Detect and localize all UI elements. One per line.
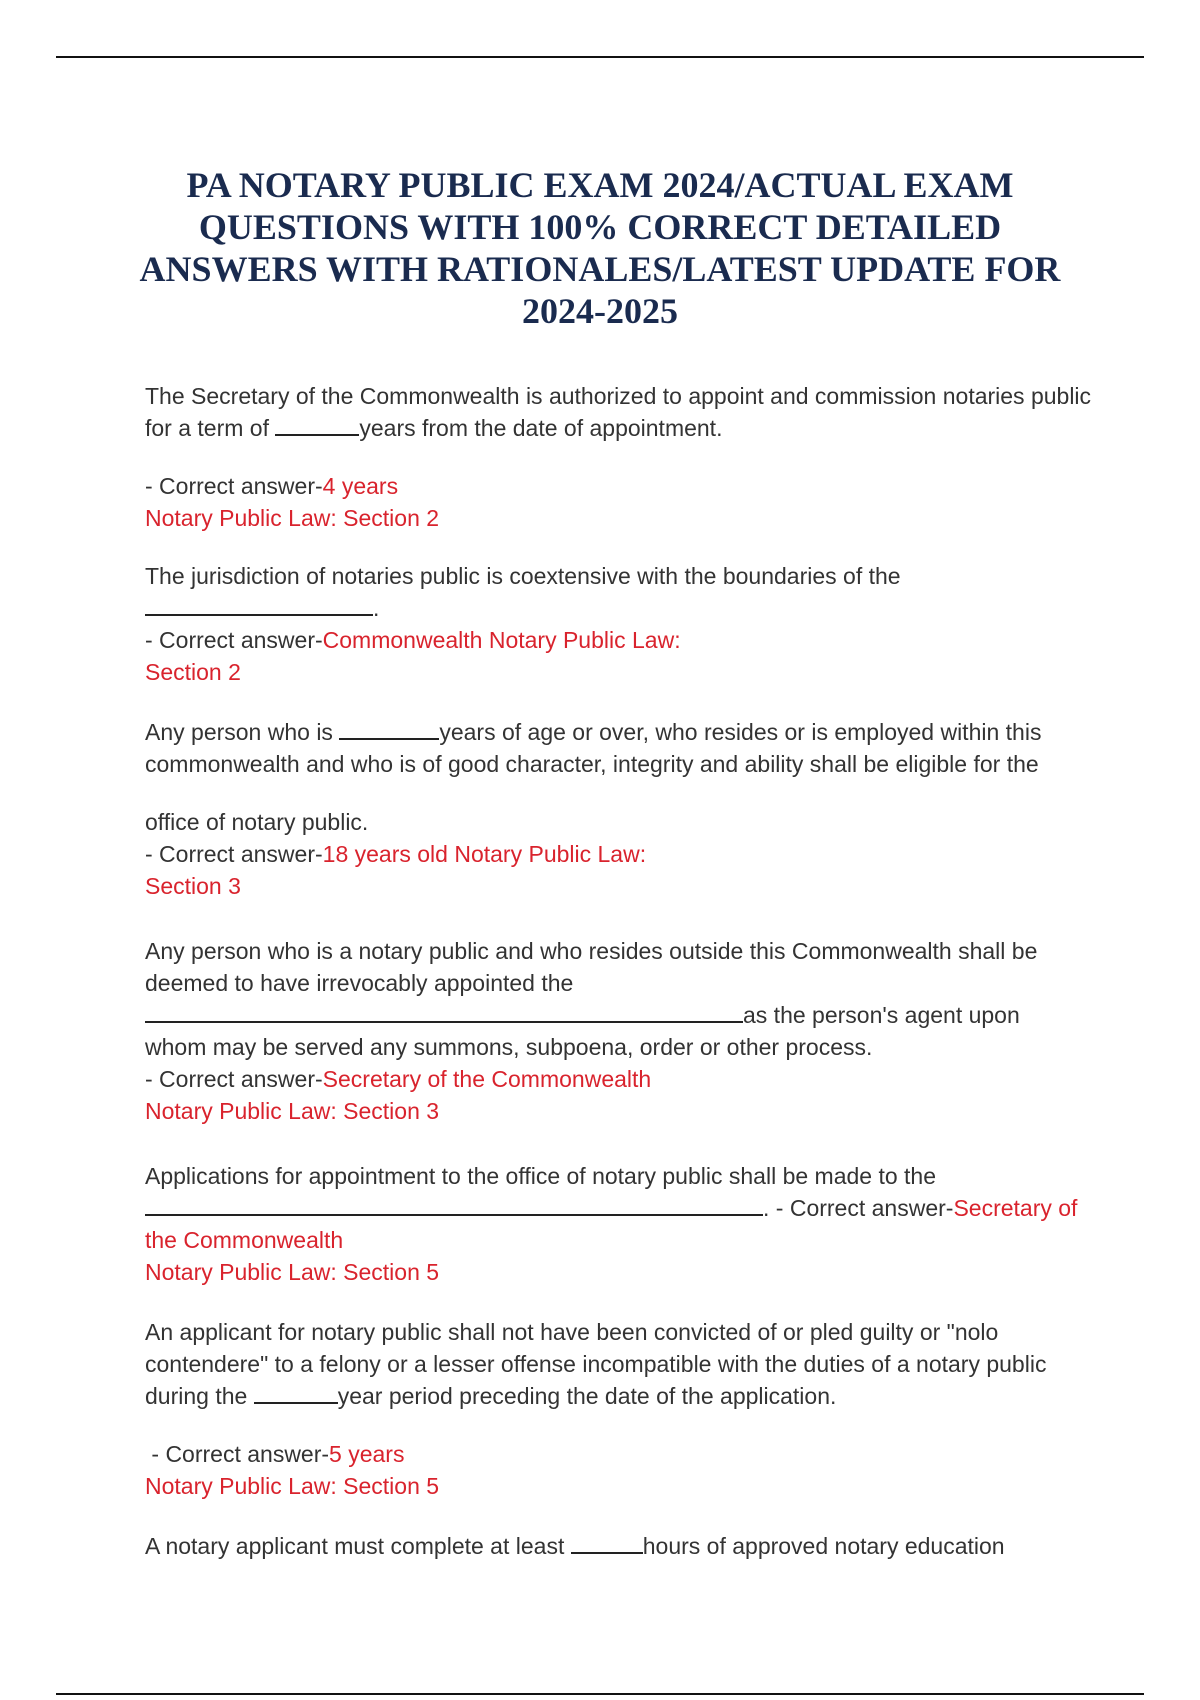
top-rule xyxy=(56,56,1144,58)
answer-blank xyxy=(145,999,743,1023)
question-4-citation: Notary Public Law: Section 3 xyxy=(145,1098,440,1124)
question-6-citation: Notary Public Law: Section 5 xyxy=(145,1473,440,1499)
answer-blank xyxy=(571,1530,643,1554)
question-6-text: An applicant for notary public shall not have been convicted of or pled guilty or "nolo contendere" to a felony or a lesser offense incompatible with the duties of a notary public during the year period preceding the date of the application. xyxy=(145,1319,1047,1409)
question-2-citation: Section 2 xyxy=(145,659,241,685)
question-4-text: Any person who is a notary public and who resides outside this Commonwealth shall be deemed to have irrevocably appointed the as the person's agent upon whom may be served any summons, subpoena, order or other process. xyxy=(145,938,1038,1060)
question-1-citation: Notary Public Law: Section 2 xyxy=(145,505,440,531)
question-3-text-continued: office of notary public. xyxy=(145,809,369,835)
question-4-answer: - Correct answer-Secretary of the Commonwealth xyxy=(145,1066,652,1092)
question-1-answer: - Correct answer-4 years xyxy=(145,473,399,499)
answer-blank xyxy=(275,412,359,436)
question-list xyxy=(145,380,1095,1562)
question-6-answer: - Correct answer-5 years xyxy=(151,1441,405,1467)
question-5-citation: Notary Public Law: Section 5 xyxy=(145,1259,440,1285)
question-2-answer: - Correct answer-Commonwealth Notary Public Law: xyxy=(145,627,681,653)
answer-blank xyxy=(145,1192,763,1216)
document-title: PA NOTARY PUBLIC EXAM 2024/ACTUAL EXAM QUESTIONS WITH 100% CORRECT DETAILED ANSWERS WITH RATIONALES/LATEST UPDATE FOR 2024-2025 xyxy=(139,165,1061,331)
question-7-text: A notary applicant must complete at least hours of approved notary education xyxy=(145,1530,1095,1562)
question-1-text: The Secretary of the Commonwealth is authorized to appoint and commission notaries public for a term of years from the date of appointment. xyxy=(145,383,1092,441)
bottom-rule xyxy=(56,1693,1144,1695)
answer-blank xyxy=(145,592,373,616)
question-2-text: The jurisdiction of notaries public is coextensive with the boundaries of the . xyxy=(145,563,901,621)
question-3-answer: - Correct answer-18 years old Notary Public Law: xyxy=(145,841,647,867)
answer-blank xyxy=(339,716,439,740)
question-3-text: Any person who is years of age or over, who resides or is employed within this commonwealth and who is of good character, integrity and ability shall be eligible for the xyxy=(145,716,1095,780)
answer-blank xyxy=(254,1380,338,1404)
question-5-text: Applications for appointment to the office of notary public shall be made to the . - Correct answer-Secretary of the Commonwealth xyxy=(145,1163,1078,1253)
question-3-citation: Section 3 xyxy=(145,873,241,899)
